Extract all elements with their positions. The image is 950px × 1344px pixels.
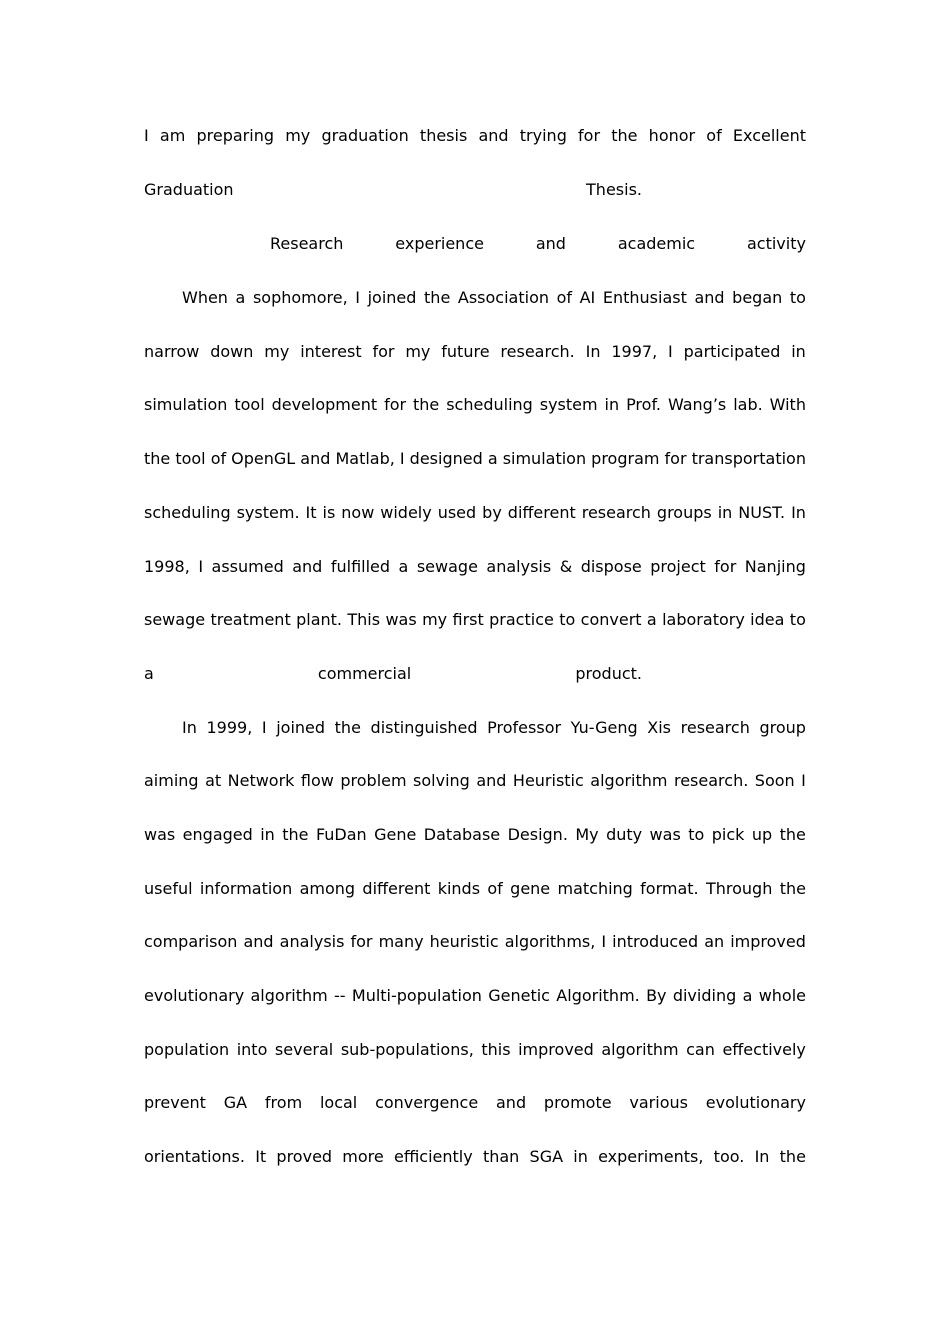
word: distinguished xyxy=(370,718,478,737)
word: is xyxy=(322,503,336,522)
word: sewage xyxy=(144,610,206,629)
word: groups xyxy=(656,503,712,522)
word: commercial xyxy=(317,664,412,683)
word: project xyxy=(650,557,706,576)
word: laboratory xyxy=(662,610,745,629)
word: -- xyxy=(334,986,346,1005)
word: useful xyxy=(144,879,193,898)
word: many xyxy=(378,932,424,951)
word: system xyxy=(539,395,598,414)
text-line xyxy=(144,341,806,363)
word: different xyxy=(362,879,431,898)
word: I xyxy=(399,449,405,468)
word: evolutionary xyxy=(144,986,245,1005)
word: Xis xyxy=(647,718,672,737)
word: among xyxy=(299,879,356,898)
word: algorithm xyxy=(590,771,668,790)
word: research xyxy=(680,718,750,737)
word: kinds xyxy=(437,879,481,898)
word: and xyxy=(300,449,331,468)
word: Algorithm. xyxy=(556,986,640,1005)
word: in xyxy=(604,395,620,414)
word: activity xyxy=(746,234,806,253)
word: It xyxy=(255,1147,267,1166)
word: I xyxy=(801,771,806,790)
word: matching xyxy=(557,879,633,898)
word: FuDan xyxy=(315,825,367,844)
word: program xyxy=(591,449,660,468)
text-line xyxy=(144,179,642,201)
word: flow xyxy=(300,771,334,790)
word: introduced xyxy=(612,932,699,951)
word: practice xyxy=(489,610,554,629)
word: product. xyxy=(575,664,642,683)
word: Excellent xyxy=(732,126,806,145)
word: Graduation xyxy=(144,180,234,199)
text-line xyxy=(144,1092,806,1114)
word: the xyxy=(144,449,171,468)
text-line xyxy=(144,770,806,792)
word: joined xyxy=(367,288,417,307)
word: Multi-population xyxy=(351,986,482,1005)
word: convergence xyxy=(375,1093,479,1112)
word: effectively xyxy=(722,1040,806,1059)
word: Thesis. xyxy=(586,180,642,199)
word: to xyxy=(559,610,576,629)
word: 1998, xyxy=(144,557,190,576)
text-line xyxy=(144,394,806,416)
word: a xyxy=(742,986,753,1005)
word: in xyxy=(717,503,733,522)
word: transportation xyxy=(691,449,806,468)
word: Professor xyxy=(487,718,562,737)
word: GA xyxy=(223,1093,248,1112)
word: improved xyxy=(730,932,806,951)
word: in xyxy=(791,342,806,361)
word: By xyxy=(646,986,667,1005)
word: for xyxy=(714,557,737,576)
text-line xyxy=(144,556,806,578)
word: Nanjing xyxy=(744,557,806,576)
word: scheduling xyxy=(144,503,231,522)
word: different xyxy=(507,503,576,522)
word: In xyxy=(754,1147,770,1166)
word: sub-populations, xyxy=(340,1040,474,1059)
word: a xyxy=(487,449,498,468)
word: tool xyxy=(175,449,206,468)
word: population xyxy=(144,1040,230,1059)
word: graduation xyxy=(321,126,409,145)
word: and xyxy=(476,771,507,790)
text-line xyxy=(144,609,806,631)
word: the xyxy=(611,126,638,145)
text-line xyxy=(144,663,642,685)
word: my xyxy=(422,610,448,629)
word: for xyxy=(372,342,395,361)
word: am xyxy=(159,126,186,145)
word: It xyxy=(305,503,317,522)
word: first xyxy=(452,610,484,629)
word: the xyxy=(779,879,806,898)
word: now xyxy=(341,503,375,522)
text-line xyxy=(144,931,806,953)
word: a xyxy=(235,288,246,307)
word: my xyxy=(285,126,311,145)
word: widely xyxy=(380,503,432,522)
word: efficiently xyxy=(393,1147,473,1166)
word: the xyxy=(779,1147,806,1166)
word: this xyxy=(481,1040,511,1059)
word: and xyxy=(694,288,725,307)
word: With xyxy=(769,395,806,414)
word: used xyxy=(437,503,477,522)
word: up xyxy=(751,825,773,844)
word: engaged xyxy=(182,825,253,844)
word: a xyxy=(646,610,657,629)
word: In xyxy=(585,342,601,361)
word: group xyxy=(759,718,806,737)
text-line xyxy=(144,1039,806,1061)
word: evolutionary xyxy=(705,1093,806,1112)
word: Design. xyxy=(507,825,568,844)
word: OpenGL xyxy=(231,449,296,468)
word: and xyxy=(292,557,323,576)
word: for xyxy=(664,449,687,468)
word: prevent xyxy=(144,1093,206,1112)
word: an xyxy=(704,932,725,951)
text-line xyxy=(144,878,806,900)
word: joined xyxy=(276,718,326,737)
word: local xyxy=(319,1093,358,1112)
word: in xyxy=(260,825,275,844)
word: problem xyxy=(340,771,407,790)
word: experience xyxy=(395,234,484,253)
word: My xyxy=(575,825,599,844)
word: gene xyxy=(510,879,551,898)
word: of xyxy=(556,288,573,307)
word: proved xyxy=(276,1147,333,1166)
word: of xyxy=(210,449,227,468)
word: aiming xyxy=(144,771,199,790)
word: I xyxy=(144,126,149,145)
word: interest xyxy=(300,342,362,361)
section-heading xyxy=(270,233,806,255)
text-line xyxy=(182,717,806,739)
word: I xyxy=(198,557,204,576)
word: comparison xyxy=(144,932,238,951)
word: was xyxy=(649,825,681,844)
word: various xyxy=(629,1093,688,1112)
word: 1999, xyxy=(206,718,253,737)
word: plant. xyxy=(296,610,342,629)
word: began xyxy=(732,288,783,307)
word: by xyxy=(482,503,502,522)
word: Association xyxy=(457,288,549,307)
word: from xyxy=(264,1093,303,1112)
word: future xyxy=(441,342,490,361)
word: pick xyxy=(711,825,745,844)
word: several xyxy=(274,1040,334,1059)
word: NUST. xyxy=(738,503,786,522)
word: the xyxy=(334,718,361,737)
word: participated xyxy=(683,342,781,361)
word: Heuristic xyxy=(512,771,584,790)
word: This xyxy=(347,610,381,629)
word: scheduling xyxy=(446,395,533,414)
word: & xyxy=(559,557,573,576)
word: and xyxy=(496,1093,527,1112)
word: and xyxy=(243,932,274,951)
word: and xyxy=(535,234,566,253)
word: honor xyxy=(648,126,696,145)
word: Research xyxy=(270,234,344,253)
word: at xyxy=(205,771,222,790)
word: I xyxy=(355,288,361,307)
word: AI xyxy=(579,288,596,307)
word: format. xyxy=(640,879,699,898)
word: of xyxy=(706,126,722,145)
text-line xyxy=(144,502,806,524)
word: too. xyxy=(713,1147,745,1166)
word: thesis xyxy=(419,126,468,145)
word: Enthusiast xyxy=(602,288,687,307)
word: sewage xyxy=(416,557,478,576)
word: Database xyxy=(423,825,501,844)
text-line xyxy=(144,985,806,1007)
word: Prof. xyxy=(626,395,661,414)
word: algorithm xyxy=(250,986,328,1005)
word: into xyxy=(236,1040,268,1059)
word: Matlab, xyxy=(335,449,395,468)
word: my xyxy=(264,342,290,361)
word: development xyxy=(271,395,378,414)
word: In xyxy=(182,718,197,737)
text-line xyxy=(144,1146,806,1168)
word: of xyxy=(487,879,503,898)
word: more xyxy=(342,1147,384,1166)
word: Yu-Geng xyxy=(570,718,638,737)
word: tool xyxy=(234,395,265,414)
word: for xyxy=(384,395,407,414)
word: Genetic xyxy=(488,986,550,1005)
word: I xyxy=(668,342,673,361)
word: dispose xyxy=(580,557,642,576)
word: Through xyxy=(705,879,773,898)
word: promote xyxy=(543,1093,612,1112)
word: orientations. xyxy=(144,1147,245,1166)
word: algorithms, xyxy=(504,932,596,951)
word: simulation xyxy=(144,395,228,414)
text-line xyxy=(144,824,806,846)
word: heuristic xyxy=(429,932,499,951)
word: designed xyxy=(409,449,483,468)
word: simulation xyxy=(502,449,587,468)
word: was xyxy=(144,825,176,844)
word: system. xyxy=(236,503,300,522)
word: research. xyxy=(673,771,749,790)
word: whole xyxy=(758,986,806,1005)
word: the xyxy=(413,395,440,414)
word: When xyxy=(182,288,228,307)
word: duty xyxy=(606,825,643,844)
word: assumed xyxy=(211,557,284,576)
word: I xyxy=(601,932,607,951)
word: a xyxy=(398,557,409,576)
word: research. xyxy=(500,342,575,361)
word: Wang’s xyxy=(667,395,727,414)
word: treatment xyxy=(210,610,291,629)
word: and xyxy=(478,126,509,145)
word: down xyxy=(210,342,254,361)
word: algorithm xyxy=(601,1040,679,1059)
word: In xyxy=(791,503,806,522)
word: solving xyxy=(413,771,470,790)
word: fulfilled xyxy=(330,557,391,576)
word: 1997, xyxy=(611,342,658,361)
text-line xyxy=(144,125,806,147)
word: the xyxy=(424,288,451,307)
word: than xyxy=(482,1147,520,1166)
word: research xyxy=(581,503,651,522)
word: for xyxy=(350,932,373,951)
word: information xyxy=(199,879,293,898)
word: convert xyxy=(580,610,642,629)
word: sophomore, xyxy=(252,288,348,307)
word: SGA xyxy=(529,1147,564,1166)
word: analysis xyxy=(486,557,552,576)
word: academic xyxy=(617,234,696,253)
word: Soon xyxy=(754,771,795,790)
word: improved xyxy=(518,1040,594,1059)
word: in xyxy=(573,1147,588,1166)
word: was xyxy=(385,610,417,629)
word: lab. xyxy=(733,395,763,414)
word: Gene xyxy=(374,825,417,844)
word: trying xyxy=(519,126,567,145)
word: can xyxy=(686,1040,715,1059)
word: to xyxy=(789,288,806,307)
word: analysis xyxy=(279,932,345,951)
word: idea xyxy=(750,610,785,629)
word: the xyxy=(282,825,309,844)
word: for xyxy=(578,126,601,145)
word: my xyxy=(405,342,431,361)
word: narrow xyxy=(144,342,200,361)
word: a xyxy=(144,664,154,683)
word: the xyxy=(779,825,806,844)
word: to xyxy=(789,610,806,629)
word: dividing xyxy=(672,986,737,1005)
word: preparing xyxy=(196,126,274,145)
word: experiments, xyxy=(598,1147,704,1166)
text-line xyxy=(144,448,806,470)
word: I xyxy=(261,718,267,737)
word: Network xyxy=(227,771,295,790)
word: to xyxy=(688,825,705,844)
text-line xyxy=(182,287,806,309)
